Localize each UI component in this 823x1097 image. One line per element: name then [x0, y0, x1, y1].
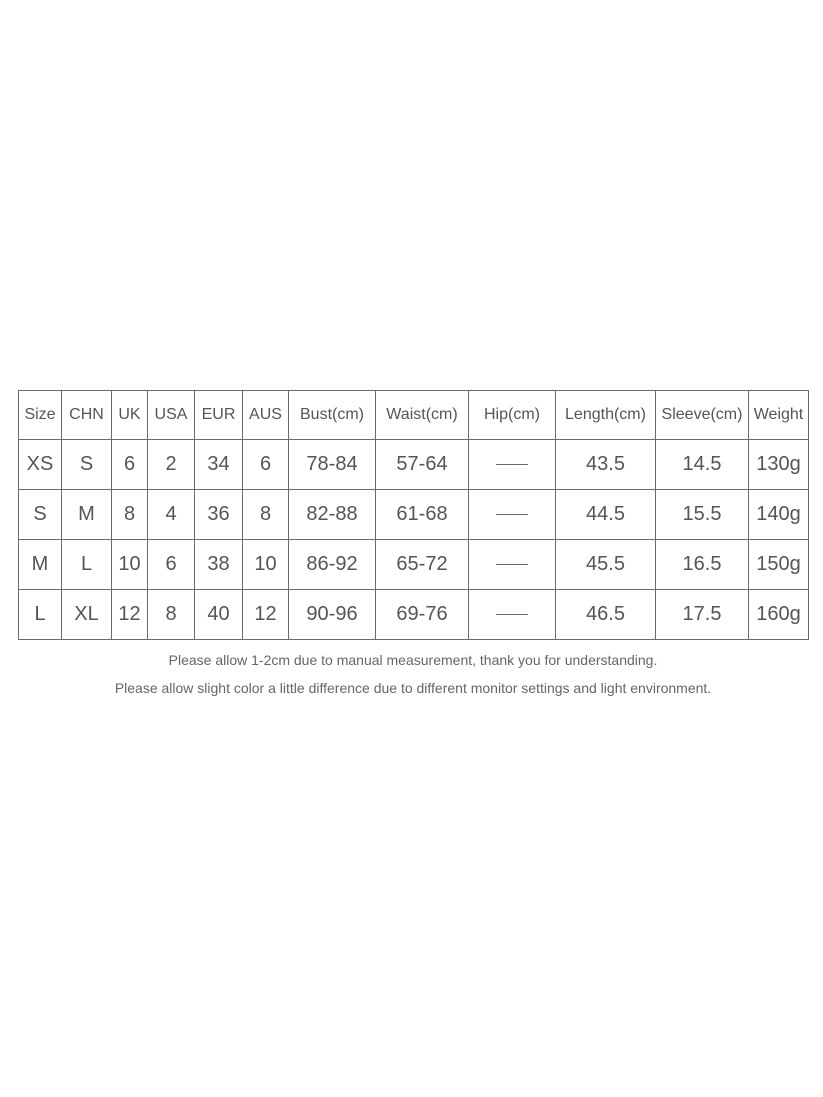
cell-bust: 86-92 — [289, 540, 376, 590]
cell-usa: 4 — [148, 490, 195, 540]
cell-aus: 8 — [243, 490, 289, 540]
header-bust: Bust(cm) — [289, 391, 376, 440]
cell-weight: 130g — [749, 440, 809, 490]
header-size: Size — [19, 391, 62, 440]
cell-length: 45.5 — [556, 540, 656, 590]
cell-usa: 6 — [148, 540, 195, 590]
cell-uk: 8 — [112, 490, 148, 540]
cell-waist: 61-68 — [376, 490, 469, 540]
header-hip: Hip(cm) — [469, 391, 556, 440]
cell-chn: XL — [62, 590, 112, 640]
cell-waist: 57-64 — [376, 440, 469, 490]
cell-size: XS — [19, 440, 62, 490]
table-row — [19, 590, 809, 640]
cell-weight: 150g — [749, 540, 809, 590]
cell-length: 44.5 — [556, 490, 656, 540]
header-length: Length(cm) — [556, 391, 656, 440]
cell-sleeve: 16.5 — [656, 540, 749, 590]
empty-dash — [496, 614, 528, 615]
empty-dash — [496, 514, 528, 515]
table-row — [19, 440, 809, 490]
color-note: Please allow slight color a little difference due to different monitor settings and light environment. — [114, 680, 712, 696]
header-eur: EUR — [195, 391, 243, 440]
size-table — [18, 390, 809, 640]
cell-eur: 38 — [195, 540, 243, 590]
cell-uk: 6 — [112, 440, 148, 490]
measurement-note: Please allow 1-2cm due to manual measurement, thank you for understanding. — [168, 652, 658, 668]
cell-waist: 65-72 — [376, 540, 469, 590]
cell-aus: 6 — [243, 440, 289, 490]
header-weight: Weight — [749, 391, 809, 440]
header-usa: USA — [148, 391, 195, 440]
cell-waist: 69-76 — [376, 590, 469, 640]
table-row — [19, 490, 809, 540]
cell-eur: 40 — [195, 590, 243, 640]
table-header-row — [19, 391, 809, 440]
cell-size: M — [19, 540, 62, 590]
cell-sleeve: 17.5 — [656, 590, 749, 640]
empty-dash — [496, 464, 528, 465]
cell-eur: 34 — [195, 440, 243, 490]
cell-hip — [469, 540, 556, 590]
cell-uk: 12 — [112, 590, 148, 640]
cell-uk: 10 — [112, 540, 148, 590]
cell-eur: 36 — [195, 490, 243, 540]
cell-aus: 12 — [243, 590, 289, 640]
cell-hip — [469, 490, 556, 540]
cell-usa: 8 — [148, 590, 195, 640]
empty-dash — [496, 564, 528, 565]
cell-length: 43.5 — [556, 440, 656, 490]
header-sleeve: Sleeve(cm) — [656, 391, 749, 440]
cell-bust: 78-84 — [289, 440, 376, 490]
cell-bust: 90-96 — [289, 590, 376, 640]
cell-bust: 82-88 — [289, 490, 376, 540]
cell-hip — [469, 590, 556, 640]
header-uk: UK — [112, 391, 148, 440]
header-chn: CHN — [62, 391, 112, 440]
cell-length: 46.5 — [556, 590, 656, 640]
cell-sleeve: 14.5 — [656, 440, 749, 490]
cell-aus: 10 — [243, 540, 289, 590]
header-waist: Waist(cm) — [376, 391, 469, 440]
cell-hip — [469, 440, 556, 490]
cell-size: S — [19, 490, 62, 540]
cell-chn: M — [62, 490, 112, 540]
header-aus: AUS — [243, 391, 289, 440]
cell-sleeve: 15.5 — [656, 490, 749, 540]
cell-chn: S — [62, 440, 112, 490]
cell-chn: L — [62, 540, 112, 590]
cell-size: L — [19, 590, 62, 640]
table-row — [19, 540, 809, 590]
size-chart — [18, 390, 808, 702]
cell-weight: 140g — [749, 490, 809, 540]
cell-usa: 2 — [148, 440, 195, 490]
cell-weight: 160g — [749, 590, 809, 640]
